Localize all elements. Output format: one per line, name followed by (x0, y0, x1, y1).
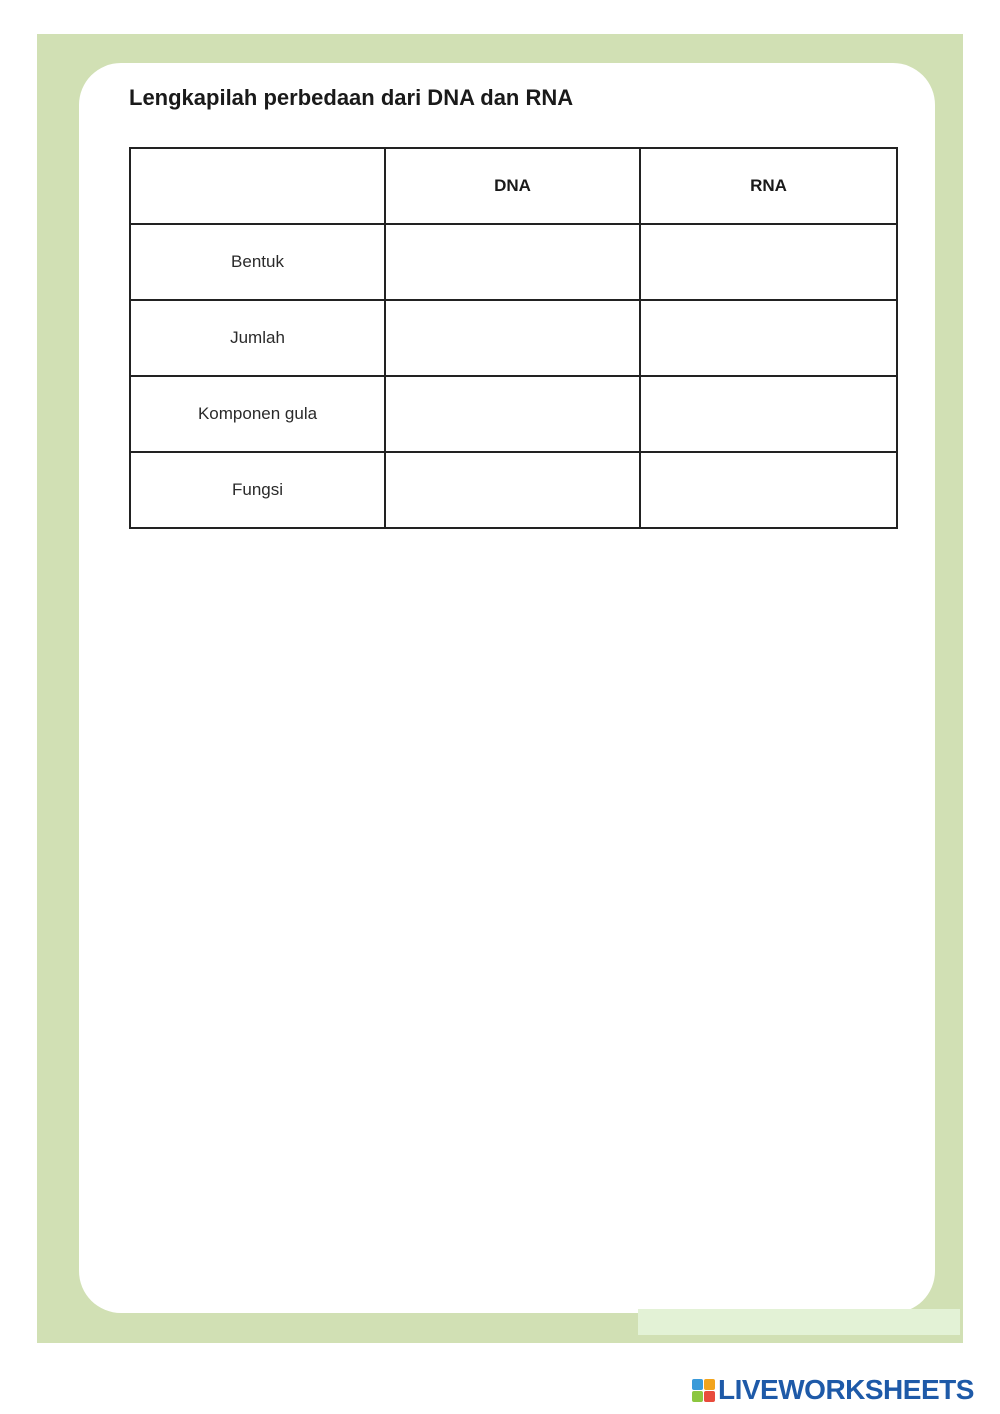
header-dna: DNA (385, 148, 640, 224)
row-label-bentuk: Bentuk (130, 224, 385, 300)
header-empty-cell (130, 148, 385, 224)
table-row (130, 452, 897, 528)
liveworksheets-brand (692, 1373, 974, 1407)
table-row (130, 300, 897, 376)
answer-input-bentuk-dna[interactable] (386, 225, 639, 299)
row-label-jumlah: Jumlah (130, 300, 385, 376)
liveworksheets-logo-icon (692, 1379, 715, 1402)
worksheet-title: Lengkapilah perbedaan dari DNA dan RNA (129, 85, 574, 110)
answer-input-fungsi-dna[interactable] (386, 453, 639, 527)
answer-input-komponen-gula-dna[interactable] (386, 377, 639, 451)
row-label-komponen-gula: Komponen gula (130, 376, 385, 452)
comparison-table (129, 147, 898, 529)
answer-cell-bentuk-rna[interactable] (640, 224, 897, 300)
answer-cell-jumlah-dna[interactable] (385, 300, 640, 376)
answer-cell-komponen-gula-dna[interactable] (385, 376, 640, 452)
brand-name: LIVEWORKSHEETS (718, 1374, 974, 1405)
answer-input-komponen-gula-rna[interactable] (641, 377, 896, 451)
table-header-row (130, 148, 897, 224)
answer-cell-komponen-gula-rna[interactable] (640, 376, 897, 452)
bottom-tab-strip (638, 1309, 960, 1335)
answer-input-jumlah-rna[interactable] (641, 301, 896, 375)
answer-cell-fungsi-dna[interactable] (385, 452, 640, 528)
answer-cell-fungsi-rna[interactable] (640, 452, 897, 528)
answer-cell-jumlah-rna[interactable] (640, 300, 897, 376)
answer-cell-bentuk-dna[interactable] (385, 224, 640, 300)
answer-input-jumlah-dna[interactable] (386, 301, 639, 375)
header-rna: RNA (640, 148, 897, 224)
row-label-fungsi: Fungsi (130, 452, 385, 528)
table-row (130, 224, 897, 300)
answer-input-bentuk-rna[interactable] (641, 225, 896, 299)
table-row (130, 376, 897, 452)
answer-input-fungsi-rna[interactable] (641, 453, 896, 527)
